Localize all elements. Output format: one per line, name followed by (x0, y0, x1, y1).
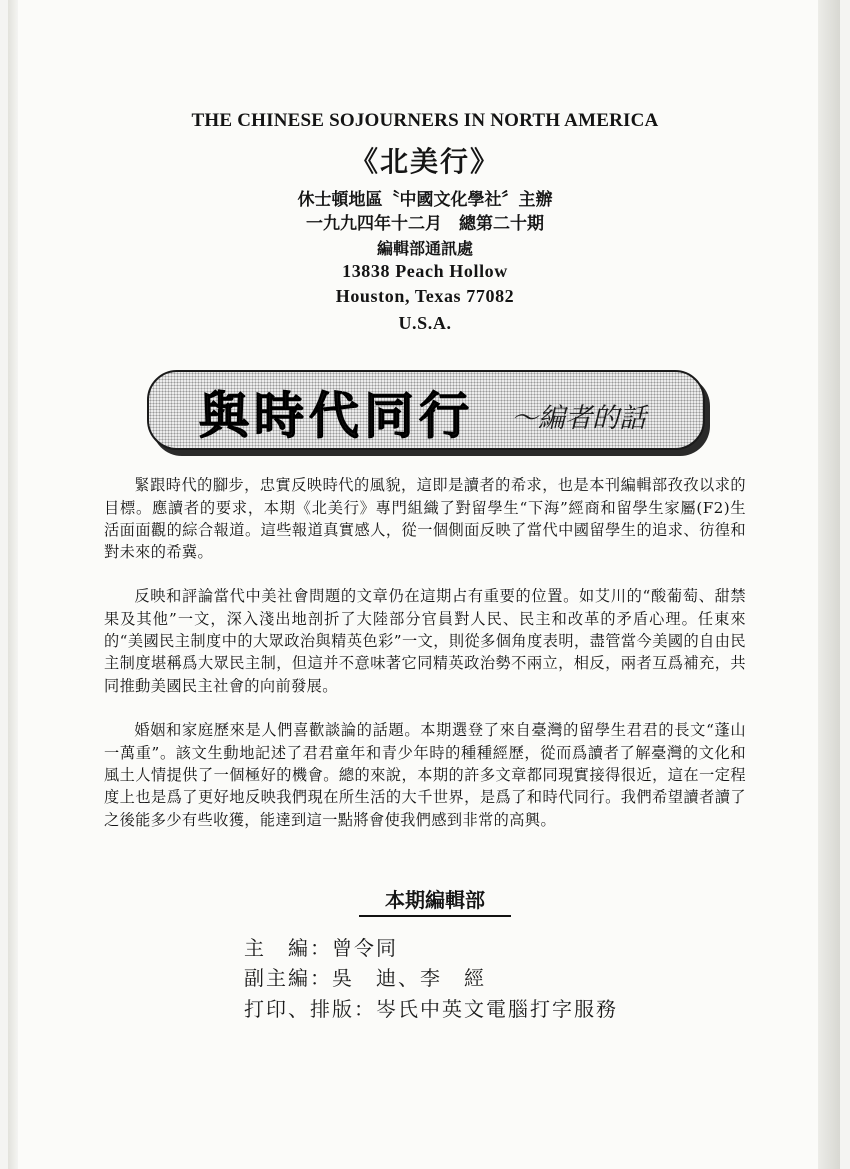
staff-name: 吳 迪、李 經 (332, 966, 486, 990)
staff-heading: 本期編輯部 (359, 884, 511, 917)
editorial-banner (147, 370, 705, 450)
paragraph-1: 緊跟時代的腳步，忠實反映時代的風貌，這即是讀者的希求，也是本刊編輯部孜孜以求的目標。應讀者的要求，本期《北美行》專門組織了對留學生“下海”經商和留學生家屬(F2)生活面面觀的綜合報道。這些報道真實感人，從一個側面反映了當代中國留學生的追求、彷徨和對未來的希冀。 (104, 476, 746, 562)
address-line-1: 13838 Peach Hollow (342, 261, 508, 281)
staff-role: 主 編： (244, 936, 332, 960)
staff-row-deputy-editor (244, 962, 486, 991)
english-title: THE CHINESE SOJOURNERS IN NORTH AMERICA (191, 110, 659, 131)
staff-role: 副主編： (244, 966, 332, 990)
editorial-office-line: 編輯部通訊處 (376, 239, 473, 258)
staff-role: 打印、排版： (244, 997, 376, 1021)
staff-name: 曾令同 (332, 936, 398, 960)
banner-title: 與時代同行 (199, 387, 474, 445)
staff-name: 岑氏中英文電腦打字服務 (376, 997, 618, 1021)
paragraph-2: 反映和評論當代中美社會問題的文章仍在這期占有重要的位置。如艾川的“酸葡萄、甜禁果及其他”一文，深入淺出地剖折了大陸部分官員對人民、民主和改革的矛盾心理。任東來的“美國民主制度中的大眾政治與精英色彩”一文，則從多個角度表明，盡管當今美國的自由民主制度堪稱爲大眾民主制，但這并不意味著它同精英政治勢不兩立，相反，兩者互爲補充，共同推動美國民主社會的向前發展。 (104, 587, 746, 695)
address-line-3: U.S.A. (398, 313, 452, 333)
banner-subtitle: ～編者的話 (511, 403, 646, 434)
staff-row-editor (244, 932, 398, 961)
address-line-2: Houston, Texas 77082 (335, 286, 515, 306)
paragraph-3: 婚姻和家庭歷來是人們喜歡談論的話題。本期選登了來自臺灣的留學生君君的長文“蓬山一萬重”。該文生動地記述了君君童年和青少年時的種種經歷，從而爲讀者了解臺灣的文化和風土人情提供了一個極好的機會。總的來說，本期的許多文章都同現實接得很近，這在一定程度上也是爲了更好地反映我們現在所生活的大千世界，是爲了和時代同行。我們希望讀者讀了之後能多少有些收獲，能達到這一點將會使我們感到非常的高興。 (104, 721, 746, 829)
staff-row-typesetting (244, 993, 618, 1022)
sponsor-line: 休士頓地區〝中國文化學社〞主辦 (297, 190, 553, 210)
chinese-title: 《北美行》 (349, 145, 500, 178)
issue-line: 一九九四年十二月 總第二十期 (306, 214, 544, 234)
